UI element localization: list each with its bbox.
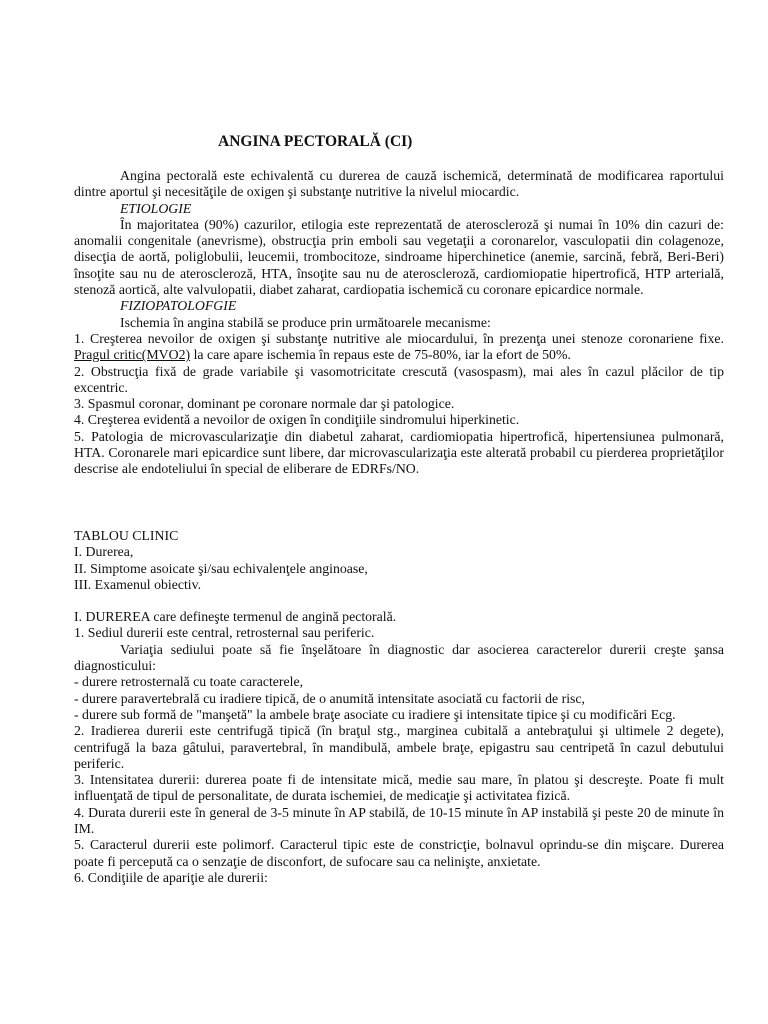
blank-line <box>74 593 724 609</box>
prag-critic-link[interactable]: Pragul critic(MVO2) <box>74 347 191 363</box>
intro-paragraph: Angina pectorală este echivalentă cu durerea de cauză ischemică, determinată de modificarea raportului dintre aportul şi necesităţile de oxigen şi substanţe nutritive la nivelul miocardic. <box>74 168 724 200</box>
mechanism-item-5: 5. Patologia de microvascularizaţie din diabetul zaharat, cardiomiopatia hipertrofică, hipertensiunea pulmonară, HTA. Coronarele mari epicardice sunt libere, dar microvascularizaţia este alterată probabil cu pierderea proprietăţilor descrise ale endoteliului în special de eliberare de EDRFs/NO. <box>74 428 724 477</box>
durerea-point-4: 4. Durata durerii este în general de 3-5 minute în AP stabilă, de 10-15 minute în AP instabilă şi peste 20 de minute în IM. <box>74 804 724 837</box>
durerea-variation-paragraph: Variaţia sediului poate să fie înşelătoare în diagnostic dar asocierea caracterelor durerii creşte şansa diagnosticului: <box>74 641 724 674</box>
body-section-1 <box>74 168 724 478</box>
durerea-point-5: 5. Caracterul durerii este polimorf. Caracterul tipic este de constricţie, bolnavul oprindu-se din mişcare. Durerea poate fi percepută ca o senzaţie de disconfort, de sufocare sau ca nelinişte, anxietate. <box>74 837 724 869</box>
body-section-2 <box>74 528 724 886</box>
fiziopatologie-heading: FIZIOPATOLOFGIE <box>120 298 237 314</box>
durerea-point-2: 2. Iradierea durerii este centrifugă tipică (în braţul stg., marginea cubitală a antebraţului şi ultimele 2 degete), centrifugă la baza gâtului, paravertebral, în mandibulă, ambele braţe, epigastru sau centripetă în cazul debutului periferic. <box>74 723 724 771</box>
etiologie-paragraph: În majoritatea (90%) cazurilor, etilogia este reprezentată de ateroscleroză şi numai în 10% din cazuri de: anomalii congenitale (anevrisme), obstrucţia prin emboli sau vegetaţii a coronarelor, vasculopatii din colagenoze, disecţia de aortă, poliglobulii, leucemii, trombocitoze, sindroame hiperchinetice (anemie, sarcină, febră, Beri-Beri) însoţite sau nu de ateroscleroză, HTA, însoţite sau nu de ateroscleroză, cardiomiopatie hipertrofică, HTP arterială, stenoză aortică, alte valvulopatii, diabet zaharat, cardiopatia ischemică cu coronare epicardice normale. <box>74 216 724 298</box>
fiziopatologie-lead: Ischemia în angina stabilă se produce prin următoarele mecanisme: <box>120 314 491 330</box>
tablou-clinic-heading: TABLOU CLINIC <box>74 528 179 543</box>
mechanism-item-2: 2. Obstrucţia fixă de grade variabile şi vasomotricitate crescută (vasospasm), mai ales în cazul plăcilor de tip excentric. <box>74 363 724 395</box>
etiologie-heading: ETIOLOGIE <box>120 200 192 216</box>
tablou-item-2: II. Simptome asoicate şi/sau echivalenţele anginoase, <box>74 560 368 576</box>
durerea-bullet-3: - durere sub formă de "manşetă" la ambele braţe asociate cu iradiere şi intensitate tipice şi cu modificări Ecg. <box>74 706 676 722</box>
document-title: ANGINA PECTORALĂ (CI) <box>218 133 413 150</box>
durerea-point-6: 6. Condiţiile de apariţie ale durerii: <box>74 869 268 885</box>
mechanism-item-1-text-a: 1. Creşterea nevoilor de oxigen şi substanţe nutritive ale miocardului, în prezenţa unei stenoze coronariene fixe. <box>74 330 724 346</box>
mechanism-item-3: 3. Spasmul coronar, dominant pe coronare normale dar şi patologice. <box>74 396 455 412</box>
mechanism-item-1 <box>74 331 724 364</box>
durerea-bullet-2: - durere paravertebrală cu iradiere tipică, de o anumită intensitate asociată cu factorii de risc, <box>74 690 585 706</box>
durerea-point-1: 1. Sediul durerii este central, retrosternal sau periferic. <box>74 625 375 641</box>
mechanism-item-1-text-b: la care apare ischemia în repaus este de 75-80%, iar la efort de 50%. <box>193 347 571 363</box>
tablou-item-1: I. Durerea, <box>74 544 134 560</box>
durerea-heading: I. DUREREA care defineşte termenul de angină pectorală. <box>74 609 397 625</box>
durerea-point-3: 3. Intensitatea durerii: durerea poate fi de intensitate mică, medie sau mare, în platou şi descreşte. Poate fi mult influenţată de tipul de personalitate, de durata ischemiei, de medicaţie şi activitatea fizică. <box>74 772 724 804</box>
mechanism-item-4: 4. Creşterea evidentă a nevoilor de oxigen în condiţiile sindromului hiperkinetic. <box>74 412 520 428</box>
durerea-bullet-1: - durere retrosternală cu toate caracterele, <box>74 674 304 690</box>
tablou-item-3: III. Examenul obiectiv. <box>74 576 202 592</box>
